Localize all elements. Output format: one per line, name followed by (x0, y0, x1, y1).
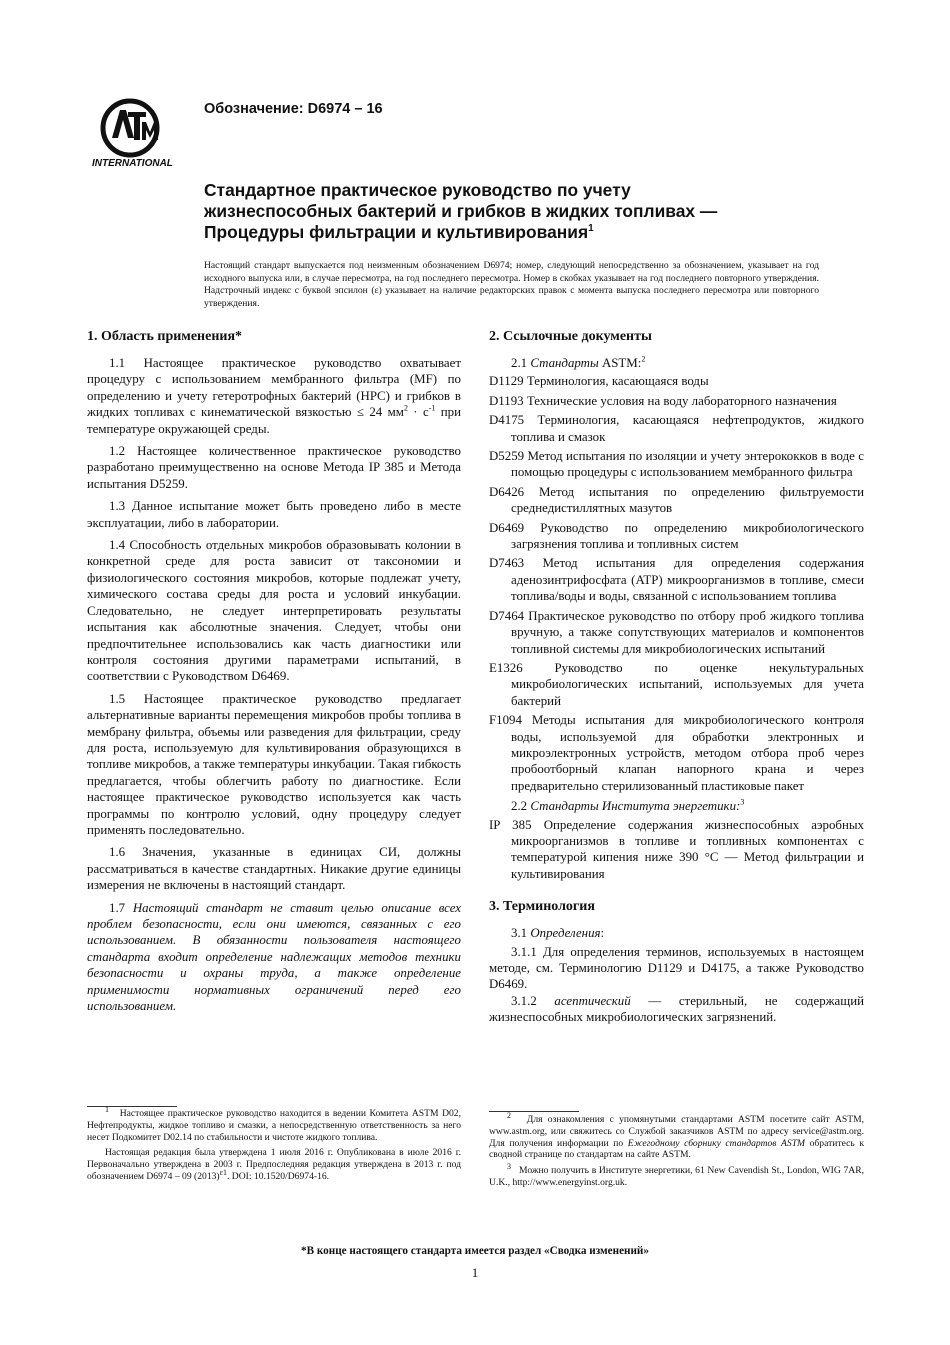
section-2-heading: 2. Ссылочные документы (489, 329, 652, 344)
reference-item: F1094 Методы испытания для микробиологического контроля воды, используемой для обработки электронных и микроэлектронных устройств, методом отбора проб через пробоотборный клапан напорного крана и через предварительно стерилизованный пластиковые пакет (489, 713, 864, 793)
footnote-3: $^3$ Можно получить в Институте энергетики, 61 New Cavendish St., London, WIG 7AR, U.K., http://www.energyinst.org.uk. (489, 1162, 864, 1188)
right-column (489, 328, 864, 1032)
reference-item: D5259 Метод испытания по изоляции и учету энтерококков в воде с помощью процедуры с использованием мембранного фильтра (489, 449, 864, 480)
section-1-heading: 1. Область применения* (87, 329, 243, 344)
reference-item: E1326 Руководство по оценке некультуральных микробиологических испытаний, используемых для учета бактерий (489, 660, 864, 708)
footnote-1: $^1$ Настоящее практическое руководство находится в ведении Комитета ASTM D02, Нефтепродукты, жидкое топливо и смазки, а непосредственную ответственность за него несет Подкомитет D02.14 по стабильности и чистоте жидкого топлива. (87, 1104, 461, 1143)
para-1-6: 1.6 Значения, указанные в единицах СИ, должны рассматриваться в качестве стандартных. Никакие другие единицы измерения не включены в настоящий стандарт. (87, 845, 461, 893)
para-1-5: 1.5 Настоящее практическое руководство предлагает альтернативные варианты перемещения микробов пробы топлива в мембрану фильтра, объемы или разведения для фильтрации, среду для роста, используемую для культивирования образующихся в топливе микробов, а также температуры инкубации. Такая гибкость предлагается, чтобы облегчить работу по диагностике. Если настоящее практическое руководство используется как часть программы по контролю условий, одну процедуру следует применять последовательно. (87, 691, 461, 837)
document-title (204, 180, 844, 243)
summary-of-changes-note: *В конце настоящего стандарта имеется раздел «Сводка изменений» (301, 1245, 649, 1257)
section-3-heading: 3. Терминология (489, 899, 595, 915)
para-3-1-1: 3.1.1 Для определения терминов, используемых в настоящем методе, см. Терминологию D1129 и D4175, а также Руководство D6469. (489, 944, 864, 992)
title-line-3: Процедуры фильтрации и культивирования (204, 222, 589, 242)
reference-item: D7463 Метод испытания для определения содержания аденозинтрифосфата (ATP) микроорганизмов в топливе, смеси топлива/воды и воды, связанной с использованием топлива (489, 556, 864, 604)
issue-note: Настоящий стандарт выпускается под неизменным обозначением D6974; номер, следующий непосредственно за обозначением, указывает на год исходного выпуска или, в случае пересмотра, на год последнего пересмотра. Номер в скобках указывает на год последнего повторного утверждения. Надстрочный индекс с буквой эпсилон (ε) указывает на наличие редакторских правок с момента выпуска последнего пересмотра или повторного утверждения. (204, 260, 819, 309)
footnote-rule-right (489, 1111, 579, 1112)
title-line-2: жизнеспособных бактерий и грибков в жидких топливах — (204, 201, 718, 221)
reference-item: D1193 Технические условия на воду лабораторного назначения (489, 393, 837, 408)
reference-item: D6426 Метод испытания по определению фильтруемости среднедистиллятных мазутов (489, 484, 864, 516)
reference-item-ip385: IP 385 Определение содержания жизнеспособных аэробных микроорганизмов в топливе и топливных компонентах с температурой кипения ниже 390 °C — Метод фильтрации и культивирования (489, 817, 864, 881)
footnotes-right (489, 1110, 865, 1193)
title-line-1: Стандартное практическое руководство по учету (204, 180, 631, 200)
logo-caption: INTERNATIONAL (92, 158, 173, 169)
astm-logo (90, 98, 174, 170)
para-1-2: 1.2 Настоящее количественное практическое руководство разработано преимущественно на основе Метода IP 385 и Метода испытания D5259. (87, 444, 461, 491)
para-1-4: 1.4 Способность отдельных микробов образовывать колонии в конкретной среде для роста зависит от таксономии и физиологического состояния микробов, которые подлежат учету, химического состава среды для роста и условий инкубации. Следовательно, не следует интерпретировать результаты испытания как абсолютные значения. Следует, чтобы они предпочтительнее использовались как часть диагностики или контроля состояния другими параметрами испытаний, в соответствии с Руководством D6469. (87, 538, 461, 684)
para-1-1: 1.1 Настоящее практическое руководство охватывает процедуру с использованием мембранного фильтра (MF) по определению и учету гетеротрофных бактерий (HPC) и грибков в жидких топливах с кинематической вязкостью ≤ 24 $мм^2 \cdot с^{-1}$ при температуре окружающей среды. (87, 356, 461, 436)
para-3-1: 3.1 Определения: (511, 926, 605, 941)
left-column (87, 328, 461, 1020)
page-number: 1 (471, 1265, 479, 1280)
reference-item: D6469 Руководство по определению микробиологического загрязнения топлива и топливных систем (489, 520, 864, 552)
reference-item: D7464 Практическое руководство по отбору проб жидкого топлива вручную, а также сопутствующих материалов и компонентов топливной системы для микробиологических испытаний (489, 608, 864, 656)
para-2-1: 2.1 Стандарты ASTM:$^2$ (511, 354, 646, 370)
astm-logo-icon (90, 98, 174, 170)
designation: Обозначение: D6974 – 16 (204, 101, 383, 117)
para-1-7: 1.7 Настоящий стандарт не ставит целью описание всех проблем безопасности, если они имеются, связанных с его использованием. В обязанности пользователя настоящего стандарта входит определение надлежащих методов техники безопасности и охраны труда, а также определение применимости нормативных ограничений перед его использованием. (87, 900, 461, 1014)
footnote-1b: Настоящая редакция была утверждена 1 июля 2016 г. Опубликована в июле 2016 г. Первоначально утверждена в 2003 г. Предпоследняя редакция утверждена в 2013 г. под обозначением D6974 – 09 $(2013)^{\varepsilon 1}$. DOI: 10.1520/D6974-16. (87, 1147, 461, 1182)
footnotes-left (87, 1104, 461, 1187)
footnote-2: $^2$ Для ознакомления с упомянутыми стандартами ASTM посетите сайт ASTM, www.astm.org, или свяжитесь со Службой заказчиков ASTM по адресу service@astm.org. Для получения информации по Ежегодному сборнику стандартов ASTM обратитесь к сводной странице по стандартам на сайте ASTM. (489, 1110, 865, 1161)
para-1-3: 1.3 Данное испытание может быть проведено либо в месте эксплуатации, либо в лаборатории. (87, 499, 461, 530)
reference-item: D1129 Терминология, касающаяся воды (489, 374, 709, 389)
para-2-2: 2.2 Стандарты Института энергетики:$^3$ (511, 797, 745, 814)
title-footnote-ref: 1 (588, 223, 594, 235)
para-3-1-2: 3.1.2 асептический — стерильный, не содержащий жизнеспособных микробиологических загрязнений. (489, 993, 864, 1025)
footnote-rule-left (87, 1106, 177, 1107)
reference-item: D4175 Терминология, касающаяся нефтепродуктов, жидкого топлива и смазок (489, 413, 864, 444)
